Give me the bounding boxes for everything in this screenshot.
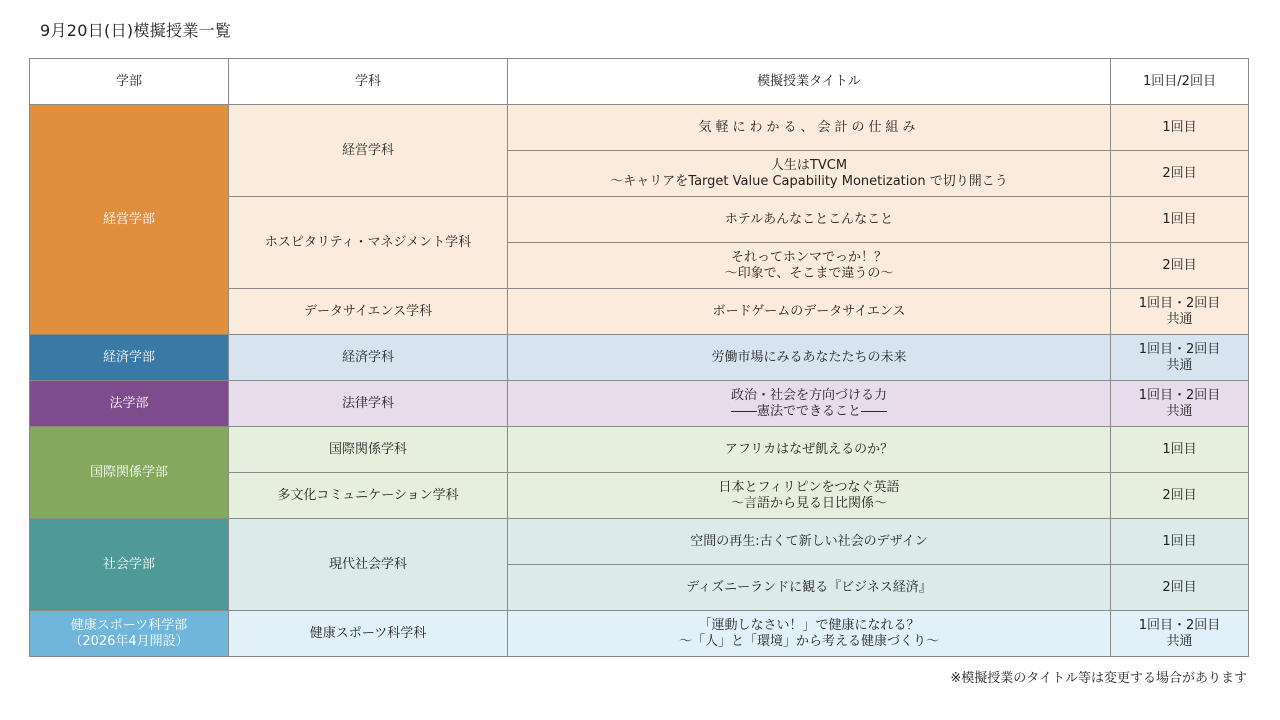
faculty-cell-shakai: 社会学部 — [30, 519, 229, 611]
lecture-title-line: 「運動しなさい！」で健康になれる？ — [698, 617, 920, 633]
department-cell: 国際関係学科 — [229, 427, 508, 473]
lecture-subtitle-line: ～「人」と「環境」から考える健康づくり～ — [678, 633, 939, 649]
session-line: 1回目・2回目 — [1138, 341, 1221, 357]
department-cell: 健康スポーツ科学科 — [229, 611, 508, 657]
session-cell — [1111, 289, 1249, 335]
session-cell: 2回目 — [1111, 151, 1249, 197]
lecture-title-cell: アフリカはなぜ飢えるのか？ — [508, 427, 1111, 473]
table-row — [30, 427, 1249, 473]
session-cell: 1回目 — [1111, 519, 1249, 565]
session-common-line: 共通 — [1166, 311, 1193, 327]
session-cell: 2回目 — [1111, 243, 1249, 289]
table-row — [30, 105, 1249, 151]
lecture-title-line: 人生はTVCM — [770, 157, 848, 173]
department-cell: ホスピタリティ・マネジメント学科 — [229, 197, 508, 289]
lecture-title-cell: 気軽にわかる、会計の仕組み — [508, 105, 1111, 151]
header-lecture-title: 模擬授業タイトル — [508, 59, 1111, 105]
table-row — [30, 381, 1249, 427]
session-common-line: 共通 — [1166, 633, 1193, 649]
lecture-title-cell — [508, 381, 1111, 427]
session-cell: 2回目 — [1111, 473, 1249, 519]
session-line: 1回目・2回目 — [1138, 295, 1221, 311]
header-faculty: 学部 — [30, 59, 229, 105]
session-cell: 1回目 — [1111, 197, 1249, 243]
lecture-subtitle-line: ～言語から見る日比関係～ — [730, 495, 887, 511]
session-cell — [1111, 611, 1249, 657]
session-common-line: 共通 — [1166, 357, 1193, 373]
lecture-subtitle-line: ――憲法でできること―― — [730, 403, 887, 419]
lecture-title-cell — [508, 611, 1111, 657]
department-cell: 経営学科 — [229, 105, 508, 197]
lecture-title-cell: ホテルあんなことこんなこと — [508, 197, 1111, 243]
faculty-note-line: （2026年4月開設） — [69, 633, 189, 649]
session-cell: 1回目 — [1111, 427, 1249, 473]
lecture-title-cell: ディズニーランドに観る『ビジネス経済』 — [508, 565, 1111, 611]
session-cell — [1111, 335, 1249, 381]
department-cell: 経済学科 — [229, 335, 508, 381]
faculty-name-line: 健康スポーツ科学部 — [70, 617, 188, 633]
faculty-cell-kenko — [30, 611, 229, 657]
lecture-subtitle-line: ～キャリアをTarget Value Capability Monetization で切り開こう — [610, 173, 1008, 189]
lecture-title-line: それってホンマでっか！？ — [730, 249, 887, 265]
faculty-cell-keiei: 経営学部 — [30, 105, 229, 335]
faculty-cell-hou: 法学部 — [30, 381, 229, 427]
lecture-title-cell: 労働市場にみるあなたたちの未来 — [508, 335, 1111, 381]
lecture-title-line: 政治・社会を方向づける力 — [730, 387, 887, 403]
session-cell — [1111, 381, 1249, 427]
department-cell: 法律学科 — [229, 381, 508, 427]
faculty-cell-keizai: 経済学部 — [30, 335, 229, 381]
table-row — [30, 335, 1249, 381]
lecture-title-cell: 空間の再生:古くて新しい社会のデザイン — [508, 519, 1111, 565]
header-session: 1回目/2回目 — [1111, 59, 1249, 105]
faculty-cell-kokusai: 国際関係学部 — [30, 427, 229, 519]
lecture-title-cell — [508, 243, 1111, 289]
session-common-line: 共通 — [1166, 403, 1193, 419]
session-line: 1回目・2回目 — [1138, 387, 1221, 403]
lecture-title-line: 日本とフィリピンをつなぐ英語 — [718, 479, 900, 495]
lecture-title-cell — [508, 151, 1111, 197]
lecture-subtitle-line: ～印象で、そこまで違うの～ — [724, 265, 894, 281]
page-title: 9月20日(日)模擬授業一覧 — [40, 21, 232, 40]
disclaimer-note: ※模擬授業のタイトル等は変更する場合があります — [950, 671, 1247, 686]
department-cell: データサイエンス学科 — [229, 289, 508, 335]
lecture-title-cell: ボードゲームのデータサイエンス — [508, 289, 1111, 335]
lecture-schedule-table — [29, 58, 1249, 657]
session-line: 1回目・2回目 — [1138, 617, 1221, 633]
header-department: 学科 — [229, 59, 508, 105]
table-header-row — [30, 59, 1249, 105]
session-cell: 2回目 — [1111, 565, 1249, 611]
lecture-title-cell — [508, 473, 1111, 519]
table-row — [30, 611, 1249, 657]
department-cell: 現代社会学科 — [229, 519, 508, 611]
department-cell: 多文化コミュニケーション学科 — [229, 473, 508, 519]
table-row — [30, 519, 1249, 565]
session-cell: 1回目 — [1111, 105, 1249, 151]
